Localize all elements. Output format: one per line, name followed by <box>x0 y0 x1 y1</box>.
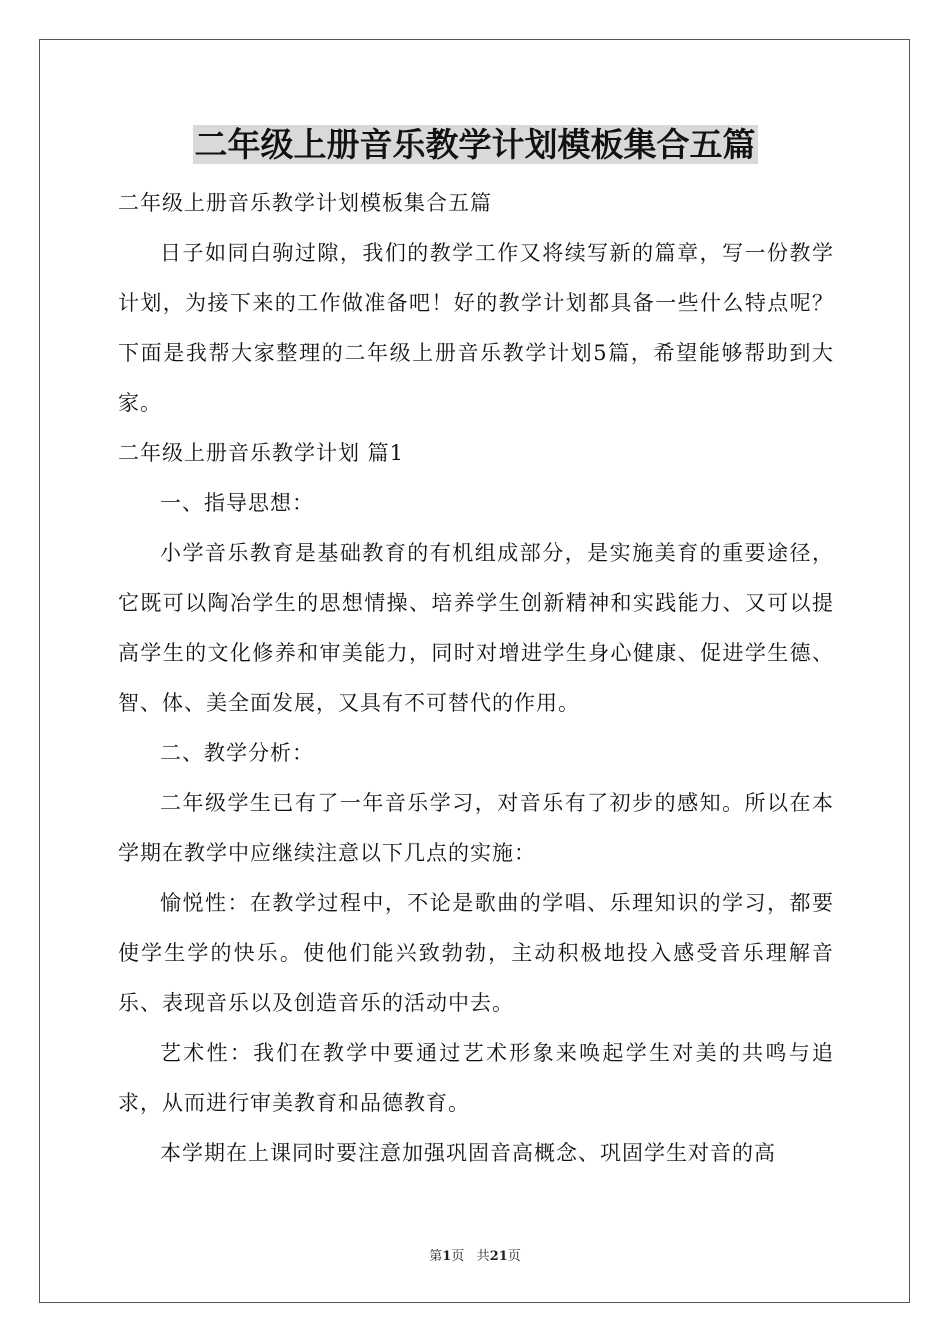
paragraph: 二、教学分析： <box>160 741 314 765</box>
document-body <box>118 178 834 1178</box>
paragraph: 愉悦性：在教学过程中，不论是歌曲的学唱、乐理知识的学习，都要使学生学的快乐。使他们能兴致勃勃，主动积极地投入感受音乐理解音乐、表现音乐以及创造音乐的活动中去。 <box>118 891 834 1015</box>
page-suffix: 页 <box>451 1249 465 1264</box>
paragraph: 日子如同白驹过隙，我们的教学工作又将续写新的篇章，写一份教学计划，为接下来的工作做准备吧！好的教学计划都具备一些什么特点呢？下面是我帮大家整理的二年级上册音乐教学计划5篇，希望能够帮助到大家。 <box>118 241 834 415</box>
paragraph: 一、指导思想： <box>160 491 314 515</box>
paragraph: 二年级上册音乐教学计划 篇1 <box>118 441 405 465</box>
document-title <box>0 122 950 168</box>
page-footer <box>0 1247 950 1267</box>
page-number: 1 <box>442 1249 452 1264</box>
document-title-text: 二年级上册音乐教学计划模板集合五篇 <box>194 125 756 164</box>
paragraph: 小学音乐教育是基础教育的有机组成部分，是实施美育的重要途径，它既可以陶冶学生的思想情操、培养学生创新精神和实践能力、又可以提高学生的文化修养和审美能力，同时对增进学生身心健康、促进学生德、智、体、美全面发展，又具有不可替代的作用。 <box>118 541 834 715</box>
paragraph: 艺术性：我们在教学中要通过艺术形象来唤起学生对美的共鸣与追求，从而进行审美教育和品德教育。 <box>118 1041 834 1115</box>
paragraph: 二年级学生已有了一年音乐学习，对音乐有了初步的感知。所以在本学期在教学中应继续注意以下几点的实施： <box>118 791 834 865</box>
page-prefix: 第 <box>429 1249 443 1264</box>
paragraph: 本学期在上课同时要注意加强巩固音高概念、巩固学生对音的高 <box>160 1141 776 1165</box>
total-prefix: 共 <box>476 1249 490 1264</box>
total-suffix: 页 <box>507 1249 521 1264</box>
total-pages: 21 <box>489 1249 508 1264</box>
paragraph: 二年级上册音乐教学计划模板集合五篇 <box>118 191 492 215</box>
